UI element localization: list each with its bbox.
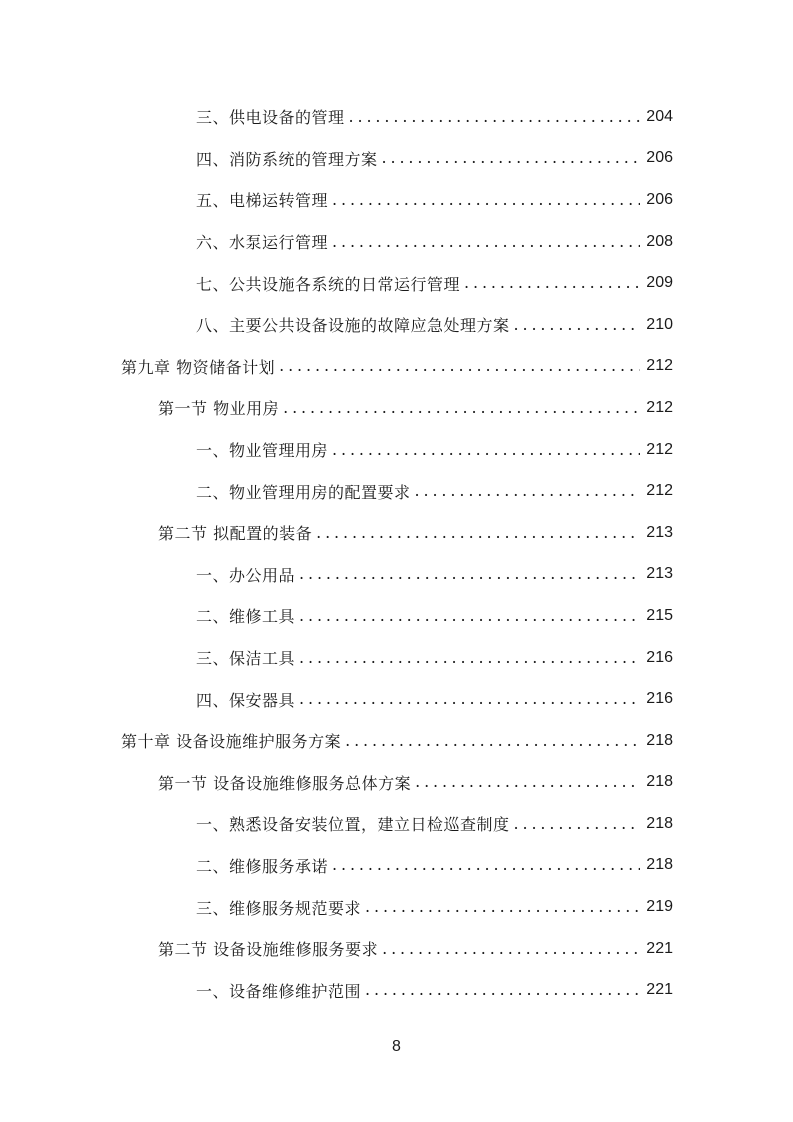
toc-dot-leader bbox=[279, 356, 640, 376]
toc-entry-page: 221 bbox=[646, 981, 673, 999]
toc-entry[interactable] bbox=[0, 969, 793, 1011]
toc-entry-title: 四、保安器具 bbox=[196, 690, 296, 710]
toc-entry-title: 六、水泵运行管理 bbox=[196, 233, 329, 253]
toc-entry[interactable] bbox=[0, 138, 793, 180]
toc-entry[interactable] bbox=[0, 387, 793, 429]
toc-entry-page: 212 bbox=[646, 482, 673, 500]
toc-entry-title: 五、电梯运转管理 bbox=[196, 191, 329, 211]
toc-entry[interactable] bbox=[0, 554, 793, 596]
toc-entry[interactable] bbox=[0, 96, 793, 138]
toc-entry-title: 第二节 拟配置的装备 bbox=[158, 524, 313, 544]
toc-dot-leader bbox=[299, 564, 640, 584]
toc-entry[interactable] bbox=[0, 221, 793, 263]
toc-entry[interactable] bbox=[0, 762, 793, 804]
toc-entry-page: 206 bbox=[646, 190, 673, 208]
toc-entry[interactable] bbox=[0, 720, 793, 762]
toc-dot-leader bbox=[349, 107, 641, 127]
toc-entry-page: 213 bbox=[646, 565, 673, 583]
toc-entry-page: 218 bbox=[646, 814, 673, 832]
toc-entry[interactable] bbox=[0, 803, 793, 845]
toc-dot-leader bbox=[299, 689, 640, 709]
toc-dot-leader bbox=[415, 772, 640, 792]
page-number: 8 bbox=[392, 1038, 401, 1055]
toc-dot-leader bbox=[464, 273, 640, 293]
toc-entry[interactable] bbox=[0, 512, 793, 554]
toc-entry-page: 221 bbox=[646, 939, 673, 957]
toc-dot-leader bbox=[365, 897, 640, 917]
toc-entry-page: 218 bbox=[646, 773, 673, 791]
toc-dot-leader bbox=[332, 440, 640, 460]
toc-entry-page: 204 bbox=[646, 107, 673, 125]
toc-entry-page: 212 bbox=[646, 440, 673, 458]
toc-dot-leader bbox=[283, 398, 640, 418]
toc-entry[interactable] bbox=[0, 470, 793, 512]
toc-entry-title: 第一节 物业用房 bbox=[158, 399, 280, 419]
toc-entry[interactable] bbox=[0, 928, 793, 970]
toc-entry-title: 七、公共设施各系统的日常运行管理 bbox=[196, 274, 461, 294]
toc-entry[interactable] bbox=[0, 845, 793, 887]
toc-entry-page: 212 bbox=[646, 398, 673, 416]
toc-dot-leader bbox=[514, 814, 641, 834]
toc-dot-leader bbox=[365, 980, 640, 1000]
toc-dot-leader bbox=[514, 315, 641, 335]
toc-entry-title: 八、主要公共设备设施的故障应急处理方案 bbox=[196, 316, 510, 336]
toc-entry-title: 第九章 物资储备计划 bbox=[121, 357, 276, 377]
toc-entry[interactable] bbox=[0, 886, 793, 928]
table-of-contents bbox=[0, 96, 793, 1011]
toc-entry[interactable] bbox=[0, 346, 793, 388]
toc-entry-title: 二、物业管理用房的配置要求 bbox=[196, 482, 411, 502]
toc-entry-title: 三、保洁工具 bbox=[196, 649, 296, 669]
toc-entry-page: 218 bbox=[646, 856, 673, 874]
toc-entry-page: 216 bbox=[646, 690, 673, 708]
toc-entry-page: 213 bbox=[646, 523, 673, 541]
toc-entry[interactable] bbox=[0, 678, 793, 720]
toc-dot-leader bbox=[299, 606, 640, 626]
toc-entry-title: 三、维修服务规范要求 bbox=[196, 898, 362, 918]
toc-dot-leader bbox=[382, 148, 641, 168]
toc-entry[interactable] bbox=[0, 262, 793, 304]
toc-entry-title: 第二节 设备设施维修服务要求 bbox=[158, 940, 379, 960]
toc-entry-page: 219 bbox=[646, 898, 673, 916]
toc-entry[interactable] bbox=[0, 304, 793, 346]
toc-entry-page: 210 bbox=[646, 315, 673, 333]
toc-entry-page: 209 bbox=[646, 274, 673, 292]
toc-entry[interactable] bbox=[0, 595, 793, 637]
toc-entry[interactable] bbox=[0, 637, 793, 679]
toc-entry[interactable] bbox=[0, 429, 793, 471]
toc-entry-title: 一、物业管理用房 bbox=[196, 441, 329, 461]
toc-entry-title: 第一节 设备设施维修服务总体方案 bbox=[158, 773, 412, 793]
toc-entry-title: 一、设备维修维护范围 bbox=[196, 981, 362, 1001]
toc-dot-leader bbox=[316, 523, 640, 543]
toc-entry-title: 一、熟悉设备安装位置，建立日检巡查制度 bbox=[196, 815, 510, 835]
toc-dot-leader bbox=[332, 190, 640, 210]
toc-entry-page: 218 bbox=[646, 731, 673, 749]
toc-entry-page: 208 bbox=[646, 232, 673, 250]
toc-dot-leader bbox=[382, 939, 640, 959]
toc-entry-title: 一、办公用品 bbox=[196, 565, 296, 585]
toc-dot-leader bbox=[332, 855, 640, 875]
toc-dot-leader bbox=[345, 731, 640, 751]
toc-entry-title: 二、维修服务承诺 bbox=[196, 856, 329, 876]
toc-entry[interactable] bbox=[0, 179, 793, 221]
toc-entry-page: 215 bbox=[646, 606, 673, 624]
toc-entry-title: 二、维修工具 bbox=[196, 607, 296, 627]
toc-entry-title: 四、消防系统的管理方案 bbox=[196, 149, 378, 169]
toc-dot-leader bbox=[299, 648, 640, 668]
toc-dot-leader bbox=[332, 232, 640, 252]
toc-entry-page: 206 bbox=[646, 149, 673, 167]
toc-entry-page: 212 bbox=[646, 357, 673, 375]
toc-entry-title: 三、供电设备的管理 bbox=[196, 108, 345, 128]
toc-entry-title: 第十章 设备设施维护服务方案 bbox=[121, 732, 342, 752]
toc-dot-leader bbox=[415, 481, 641, 501]
toc-entry-page: 216 bbox=[646, 648, 673, 666]
